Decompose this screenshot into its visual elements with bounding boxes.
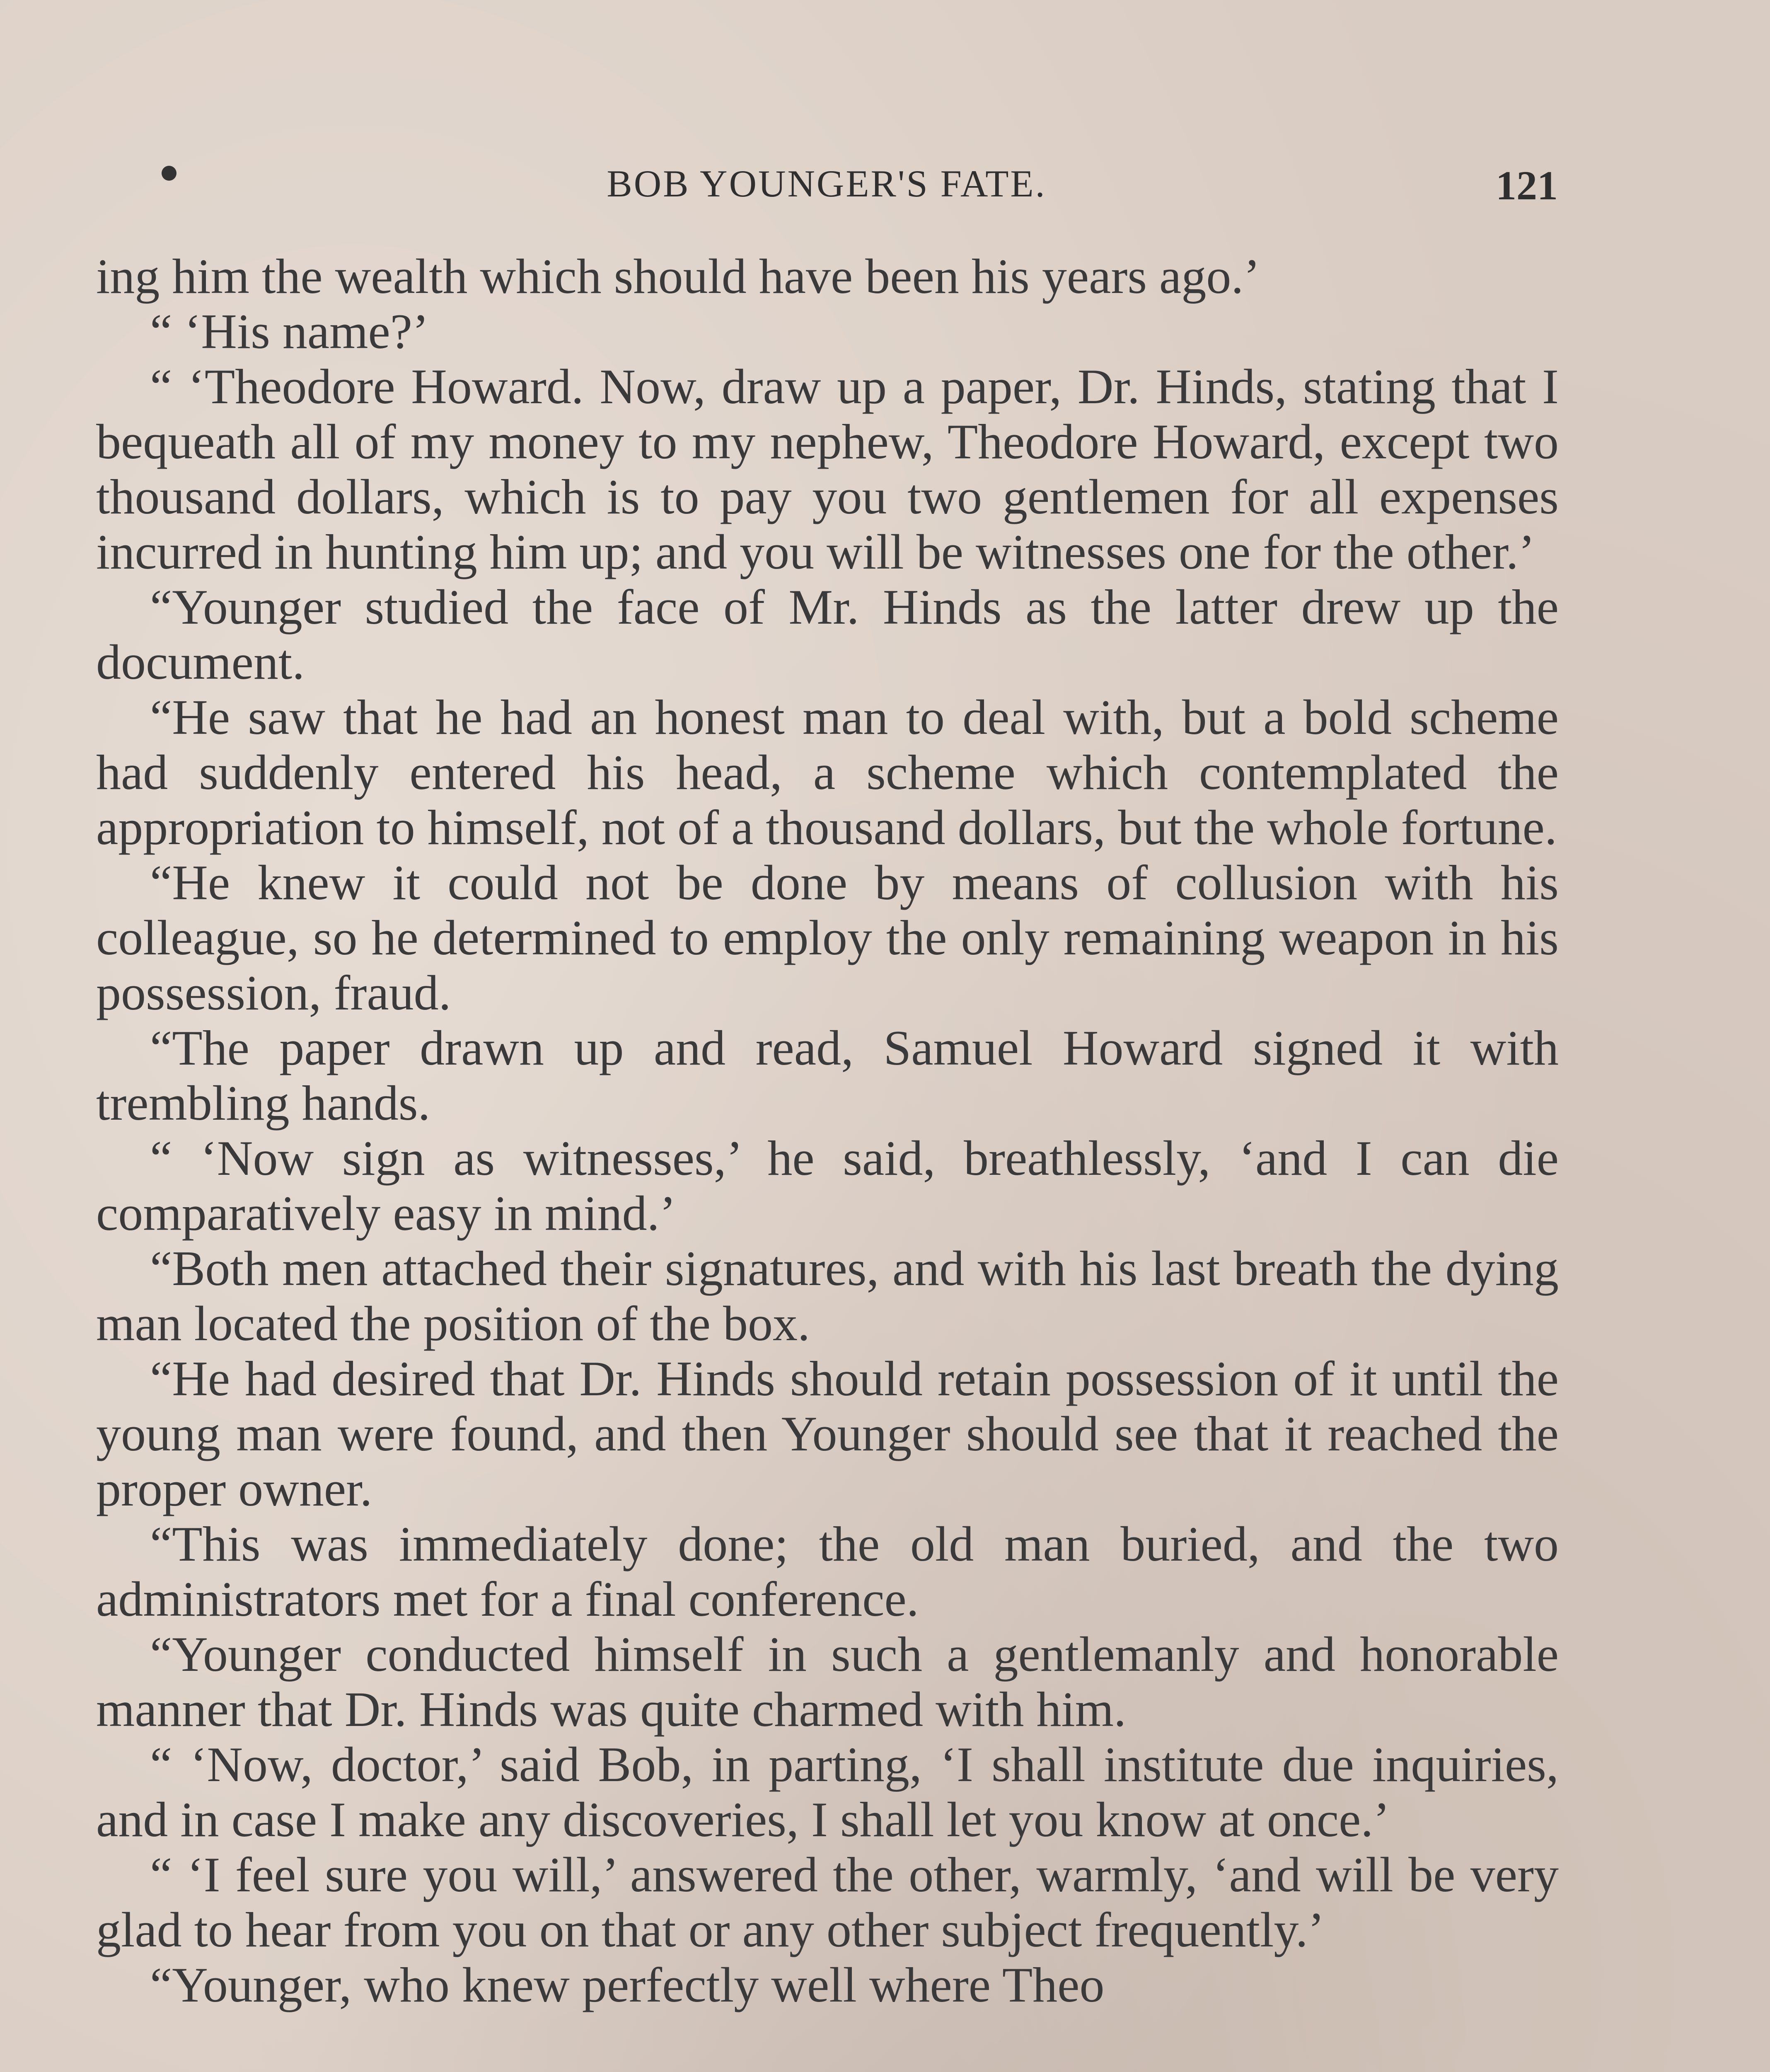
running-title: BOB YOUNGER'S FATE. <box>607 162 1047 205</box>
page-header <box>95 149 1558 211</box>
paragraph: ing him the wealth which should have been his years ago.’ <box>96 249 1260 304</box>
paragraph: “The paper drawn up and read, Samuel Howard signed it with trembling hands. <box>96 1020 1559 1130</box>
paragraph: “ ‘Now sign as witnesses,’ he said, breathlessly, ‘and I can die comparatively easy in mind.’ <box>96 1130 1559 1241</box>
paragraph: “ ‘Now, doctor,’ said Bob, in parting, ‘I shall institute due inquiries, and in case I make any discoveries, I shall let you know at once.’ <box>96 1737 1559 1847</box>
paragraph: “He knew it could not be done by means of collusion with his colleague, so he determined to employ the only remaining weapon in his possession, fraud. <box>96 855 1559 1020</box>
paragraph: “He had desired that Dr. Hinds should retain possession of it until the young man were found, and then Younger should see that it reached the proper owner. <box>96 1351 1559 1516</box>
paragraph: “Younger conducted himself in such a gentlemanly and honorable manner that Dr. Hinds was quite charmed with him. <box>96 1627 1559 1737</box>
paragraph: “Younger, who knew perfectly well where Theo <box>150 1957 1105 2012</box>
paragraph: “Younger studied the face of Mr. Hinds as the latter drew up the document. <box>96 579 1559 690</box>
body-text <box>96 249 1559 2012</box>
paragraph: “ ‘I feel sure you will,’ answered the other, warmly, ‘and will be very glad to hear from you on that or any other subject frequently.’ <box>96 1847 1559 1957</box>
page-number: 121 <box>1496 162 1558 208</box>
paragraph: “ ‘Theodore Howard. Now, draw up a paper, Dr. Hinds, stating that I bequeath all of my money to my nephew, Theodore Howard, except two thousand dollars, which is to pay you two gentlemen for all expenses incurred in hunting him up; and you will be witnesses one for the other.’ <box>96 359 1559 579</box>
paragraph: “ ‘His name?’ <box>150 304 429 359</box>
paragraph: “This was immediately done; the old man buried, and the two administrators met for a final conference. <box>96 1516 1559 1627</box>
paragraph: “He saw that he had an honest man to deal with, but a bold scheme had suddenly entered his head, a scheme which contemplated the appropriation to himself, not of a thousand dollars, but the whole fortune. <box>96 690 1559 855</box>
paragraph: “Both men attached their signatures, and with his last breath the dying man located the position of the box. <box>96 1241 1559 1351</box>
